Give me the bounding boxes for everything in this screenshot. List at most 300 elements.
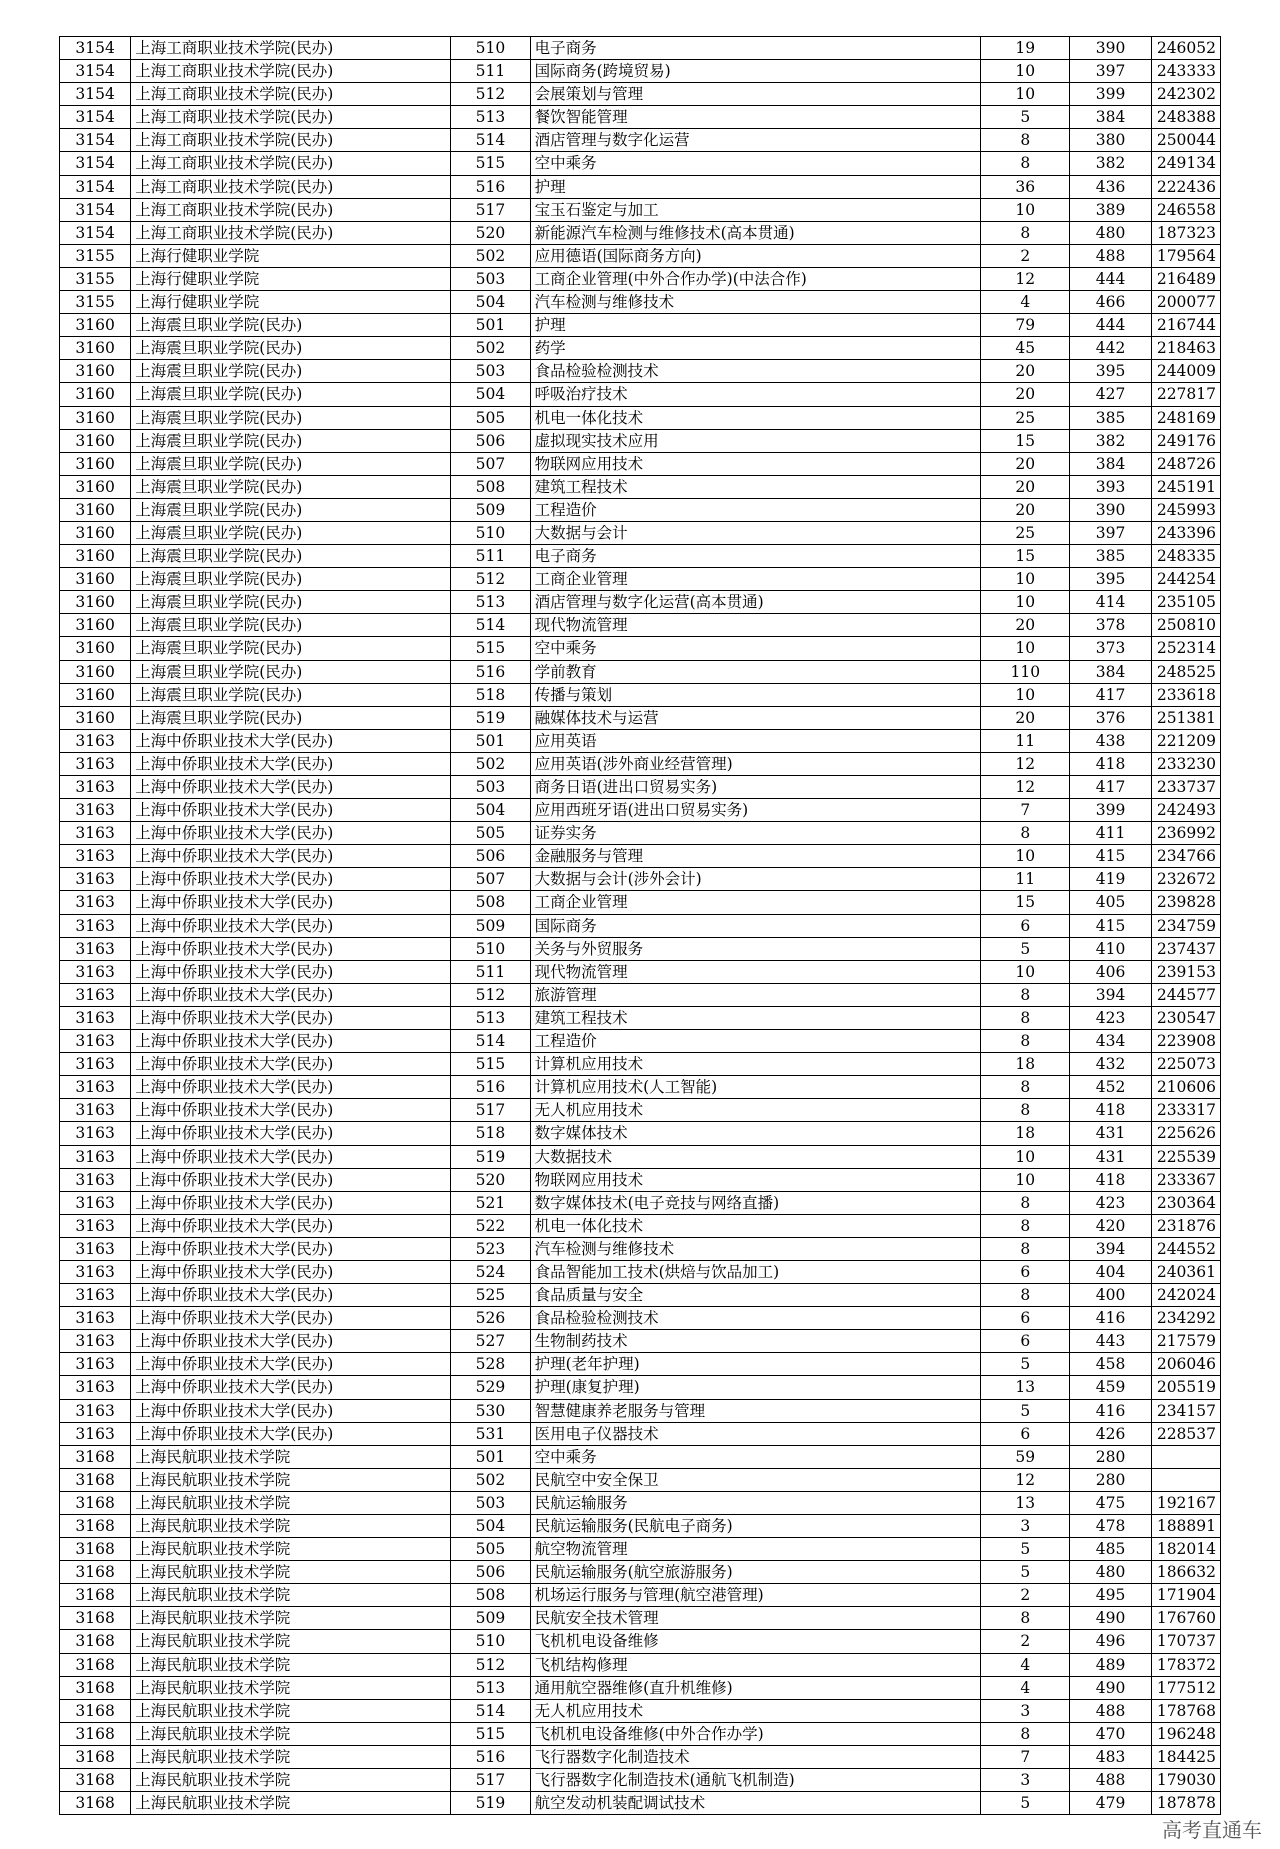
- major-code-cell: 505: [451, 406, 530, 429]
- school-code-cell: 3163: [60, 914, 131, 937]
- major-name-cell: 民航运输服务: [530, 1491, 981, 1514]
- major-name-cell: 金融服务与管理: [530, 845, 981, 868]
- rank-cell: 184425: [1151, 1745, 1220, 1768]
- plan-count-cell: 5: [981, 1561, 1070, 1584]
- table-row: [60, 452, 1221, 475]
- plan-count-cell: 79: [981, 314, 1070, 337]
- major-code-cell: 528: [451, 1353, 530, 1376]
- table-row: [60, 1769, 1221, 1792]
- major-code-cell: 504: [451, 383, 530, 406]
- school-name-cell: 上海中侨职业技术大学(民办): [131, 937, 451, 960]
- school-name-cell: 上海民航职业技术学院: [131, 1607, 451, 1630]
- school-code-cell: 3154: [60, 106, 131, 129]
- school-name-cell: 上海工商职业技术学院(民办): [131, 152, 451, 175]
- major-name-cell: 呼吸治疗技术: [530, 383, 981, 406]
- major-name-cell: 工程造价: [530, 498, 981, 521]
- school-name-cell: 上海中侨职业技术大学(民办): [131, 1376, 451, 1399]
- plan-count-cell: 10: [981, 568, 1070, 591]
- major-code-cell: 501: [451, 729, 530, 752]
- school-name-cell: 上海震旦职业学院(民办): [131, 591, 451, 614]
- school-name-cell: 上海行健职业学院: [131, 244, 451, 267]
- school-code-cell: 3160: [60, 360, 131, 383]
- major-name-cell: 飞行器数字化制造技术: [530, 1745, 981, 1768]
- plan-count-cell: 8: [981, 1030, 1070, 1053]
- table-row: [60, 1260, 1221, 1283]
- rank-cell: 233737: [1151, 776, 1220, 799]
- major-code-cell: 521: [451, 1191, 530, 1214]
- rank-cell: 243333: [1151, 60, 1220, 83]
- school-name-cell: 上海民航职业技术学院: [131, 1515, 451, 1538]
- table-row: [60, 914, 1221, 937]
- major-name-cell: 飞机机电设备维修(中外合作办学): [530, 1722, 981, 1745]
- school-name-cell: 上海震旦职业学院(民办): [131, 521, 451, 544]
- major-name-cell: 物联网应用技术: [530, 1168, 981, 1191]
- major-code-cell: 519: [451, 706, 530, 729]
- min-score-cell: 378: [1070, 614, 1151, 637]
- table-row: [60, 799, 1221, 822]
- rank-cell: 216489: [1151, 267, 1220, 290]
- school-name-cell: 上海震旦职业学院(民办): [131, 706, 451, 729]
- rank-cell: 228537: [1151, 1422, 1220, 1445]
- min-score-cell: 480: [1070, 1561, 1151, 1584]
- min-score-cell: 418: [1070, 752, 1151, 775]
- rank-cell: 250810: [1151, 614, 1220, 637]
- min-score-cell: 423: [1070, 1191, 1151, 1214]
- school-code-cell: 3168: [60, 1792, 131, 1815]
- rank-cell: [1151, 1468, 1220, 1491]
- major-name-cell: 护理: [530, 314, 981, 337]
- school-code-cell: 3160: [60, 498, 131, 521]
- major-code-cell: 509: [451, 1607, 530, 1630]
- table-row: [60, 406, 1221, 429]
- major-name-cell: 民航运输服务(民航电子商务): [530, 1515, 981, 1538]
- min-score-cell: 416: [1070, 1399, 1151, 1422]
- school-code-cell: 3163: [60, 1214, 131, 1237]
- rank-cell: 233317: [1151, 1099, 1220, 1122]
- school-name-cell: 上海震旦职业学院(民办): [131, 614, 451, 637]
- plan-count-cell: 25: [981, 406, 1070, 429]
- major-code-cell: 502: [451, 337, 530, 360]
- major-code-cell: 508: [451, 475, 530, 498]
- table-row: [60, 1053, 1221, 1076]
- rank-cell: 230547: [1151, 1006, 1220, 1029]
- plan-count-cell: 10: [981, 683, 1070, 706]
- school-code-cell: 3163: [60, 891, 131, 914]
- major-name-cell: 电子商务: [530, 37, 981, 60]
- min-score-cell: 444: [1070, 314, 1151, 337]
- min-score-cell: 431: [1070, 1122, 1151, 1145]
- plan-count-cell: 25: [981, 521, 1070, 544]
- school-code-cell: 3168: [60, 1653, 131, 1676]
- school-code-cell: 3154: [60, 198, 131, 221]
- rank-cell: 223908: [1151, 1030, 1220, 1053]
- major-code-cell: 516: [451, 660, 530, 683]
- plan-count-cell: 8: [981, 822, 1070, 845]
- plan-count-cell: 18: [981, 1053, 1070, 1076]
- table-row: [60, 1584, 1221, 1607]
- plan-count-cell: 110: [981, 660, 1070, 683]
- major-code-cell: 513: [451, 1676, 530, 1699]
- school-name-cell: 上海工商职业技术学院(民办): [131, 60, 451, 83]
- major-code-cell: 507: [451, 452, 530, 475]
- major-code-cell: 515: [451, 152, 530, 175]
- table-row: [60, 1099, 1221, 1122]
- school-code-cell: 3160: [60, 475, 131, 498]
- plan-count-cell: 19: [981, 37, 1070, 60]
- min-score-cell: 390: [1070, 37, 1151, 60]
- table-row: [60, 106, 1221, 129]
- major-code-cell: 519: [451, 1145, 530, 1168]
- major-name-cell: 餐饮智能管理: [530, 106, 981, 129]
- table-row: [60, 1653, 1221, 1676]
- major-name-cell: 食品检验检测技术: [530, 360, 981, 383]
- school-code-cell: 3168: [60, 1699, 131, 1722]
- major-code-cell: 514: [451, 129, 530, 152]
- table-row: [60, 60, 1221, 83]
- min-score-cell: 470: [1070, 1722, 1151, 1745]
- major-name-cell: 应用英语(涉外商业经营管理): [530, 752, 981, 775]
- plan-count-cell: 8: [981, 221, 1070, 244]
- major-name-cell: 大数据与会计: [530, 521, 981, 544]
- major-name-cell: 食品质量与安全: [530, 1284, 981, 1307]
- rank-cell: 250044: [1151, 129, 1220, 152]
- school-name-cell: 上海中侨职业技术大学(民办): [131, 1053, 451, 1076]
- school-code-cell: 3168: [60, 1676, 131, 1699]
- major-code-cell: 504: [451, 799, 530, 822]
- major-name-cell: 应用英语: [530, 729, 981, 752]
- school-name-cell: 上海民航职业技术学院: [131, 1584, 451, 1607]
- rank-cell: 235105: [1151, 591, 1220, 614]
- min-score-cell: 426: [1070, 1422, 1151, 1445]
- plan-count-cell: 10: [981, 845, 1070, 868]
- major-code-cell: 529: [451, 1376, 530, 1399]
- school-code-cell: 3168: [60, 1722, 131, 1745]
- min-score-cell: 479: [1070, 1792, 1151, 1815]
- min-score-cell: 389: [1070, 198, 1151, 221]
- plan-count-cell: 3: [981, 1515, 1070, 1538]
- rank-cell: 233230: [1151, 752, 1220, 775]
- school-name-cell: 上海中侨职业技术大学(民办): [131, 891, 451, 914]
- school-code-cell: 3155: [60, 244, 131, 267]
- table-row: [60, 960, 1221, 983]
- school-code-cell: 3160: [60, 545, 131, 568]
- school-name-cell: 上海中侨职业技术大学(民办): [131, 1284, 451, 1307]
- school-name-cell: 上海中侨职业技术大学(民办): [131, 914, 451, 937]
- plan-count-cell: 6: [981, 1307, 1070, 1330]
- table-row: [60, 244, 1221, 267]
- table-row: [60, 314, 1221, 337]
- school-name-cell: 上海中侨职业技术大学(民办): [131, 845, 451, 868]
- plan-count-cell: 10: [981, 591, 1070, 614]
- major-code-cell: 507: [451, 868, 530, 891]
- rank-cell: 234766: [1151, 845, 1220, 868]
- rank-cell: 237437: [1151, 937, 1220, 960]
- major-code-cell: 509: [451, 914, 530, 937]
- plan-count-cell: 10: [981, 83, 1070, 106]
- school-code-cell: 3163: [60, 1353, 131, 1376]
- major-name-cell: 现代物流管理: [530, 960, 981, 983]
- min-score-cell: 488: [1070, 1699, 1151, 1722]
- major-name-cell: 通用航空器维修(直升机维修): [530, 1676, 981, 1699]
- major-name-cell: 电子商务: [530, 545, 981, 568]
- major-code-cell: 515: [451, 1053, 530, 1076]
- table-row: [60, 591, 1221, 614]
- plan-count-cell: 10: [981, 1168, 1070, 1191]
- table-row: [60, 1722, 1221, 1745]
- rank-cell: 186632: [1151, 1561, 1220, 1584]
- school-code-cell: 3163: [60, 960, 131, 983]
- plan-count-cell: 20: [981, 452, 1070, 475]
- major-name-cell: 建筑工程技术: [530, 475, 981, 498]
- major-name-cell: 建筑工程技术: [530, 1006, 981, 1029]
- major-name-cell: 无人机应用技术: [530, 1699, 981, 1722]
- major-name-cell: 食品智能加工技术(烘焙与饮品加工): [530, 1260, 981, 1283]
- min-score-cell: 382: [1070, 152, 1151, 175]
- table-row: [60, 568, 1221, 591]
- school-code-cell: 3163: [60, 1237, 131, 1260]
- major-name-cell: 民航空中安全保卫: [530, 1468, 981, 1491]
- school-code-cell: 3163: [60, 845, 131, 868]
- school-code-cell: 3154: [60, 60, 131, 83]
- school-name-cell: 上海震旦职业学院(民办): [131, 475, 451, 498]
- school-code-cell: 3163: [60, 1053, 131, 1076]
- major-code-cell: 511: [451, 545, 530, 568]
- major-name-cell: 机场运行服务与管理(航空港管理): [530, 1584, 981, 1607]
- school-code-cell: 3163: [60, 822, 131, 845]
- min-score-cell: 380: [1070, 129, 1151, 152]
- min-score-cell: 496: [1070, 1630, 1151, 1653]
- major-code-cell: 531: [451, 1422, 530, 1445]
- major-code-cell: 527: [451, 1330, 530, 1353]
- major-code-cell: 514: [451, 1030, 530, 1053]
- min-score-cell: 488: [1070, 244, 1151, 267]
- min-score-cell: 395: [1070, 568, 1151, 591]
- min-score-cell: 385: [1070, 406, 1151, 429]
- school-name-cell: 上海民航职业技术学院: [131, 1538, 451, 1561]
- school-name-cell: 上海中侨职业技术大学(民办): [131, 1099, 451, 1122]
- school-name-cell: 上海中侨职业技术大学(民办): [131, 1191, 451, 1214]
- table-row: [60, 175, 1221, 198]
- school-name-cell: 上海民航职业技术学院: [131, 1445, 451, 1468]
- school-code-cell: 3160: [60, 314, 131, 337]
- table-row: [60, 729, 1221, 752]
- table-row: [60, 1307, 1221, 1330]
- min-score-cell: 390: [1070, 498, 1151, 521]
- school-code-cell: 3163: [60, 1191, 131, 1214]
- rank-cell: 233367: [1151, 1168, 1220, 1191]
- major-name-cell: 药学: [530, 337, 981, 360]
- major-name-cell: 关务与外贸服务: [530, 937, 981, 960]
- plan-count-cell: 8: [981, 1607, 1070, 1630]
- table-body: [60, 37, 1221, 1815]
- major-name-cell: 会展策划与管理: [530, 83, 981, 106]
- school-name-cell: 上海震旦职业学院(民办): [131, 337, 451, 360]
- table-row: [60, 360, 1221, 383]
- major-name-cell: 国际商务: [530, 914, 981, 937]
- school-name-cell: 上海行健职业学院: [131, 291, 451, 314]
- major-code-cell: 506: [451, 1561, 530, 1584]
- school-name-cell: 上海中侨职业技术大学(民办): [131, 729, 451, 752]
- school-code-cell: 3160: [60, 637, 131, 660]
- table-row: [60, 1330, 1221, 1353]
- table-row: [60, 614, 1221, 637]
- major-name-cell: 工商企业管理: [530, 891, 981, 914]
- plan-count-cell: 12: [981, 776, 1070, 799]
- major-name-cell: 国际商务(跨境贸易): [530, 60, 981, 83]
- school-name-cell: 上海震旦职业学院(民办): [131, 683, 451, 706]
- rank-cell: 242302: [1151, 83, 1220, 106]
- school-name-cell: 上海工商职业技术学院(民办): [131, 198, 451, 221]
- rank-cell: 232672: [1151, 868, 1220, 891]
- major-code-cell: 508: [451, 891, 530, 914]
- plan-count-cell: 10: [981, 1145, 1070, 1168]
- major-code-cell: 516: [451, 1076, 530, 1099]
- table-row: [60, 221, 1221, 244]
- rank-cell: 171904: [1151, 1584, 1220, 1607]
- plan-count-cell: 8: [981, 129, 1070, 152]
- plan-count-cell: 20: [981, 475, 1070, 498]
- min-score-cell: 411: [1070, 822, 1151, 845]
- plan-count-cell: 3: [981, 1769, 1070, 1792]
- table-row: [60, 152, 1221, 175]
- plan-count-cell: 5: [981, 1792, 1070, 1815]
- school-code-cell: 3155: [60, 267, 131, 290]
- min-score-cell: 404: [1070, 1260, 1151, 1283]
- major-code-cell: 512: [451, 83, 530, 106]
- school-name-cell: 上海中侨职业技术大学(民办): [131, 983, 451, 1006]
- plan-count-cell: 15: [981, 891, 1070, 914]
- table-row: [60, 1745, 1221, 1768]
- rank-cell: 252314: [1151, 637, 1220, 660]
- plan-count-cell: 36: [981, 175, 1070, 198]
- school-code-cell: 3163: [60, 729, 131, 752]
- min-score-cell: 417: [1070, 776, 1151, 799]
- major-code-cell: 517: [451, 1769, 530, 1792]
- min-score-cell: 373: [1070, 637, 1151, 660]
- school-name-cell: 上海中侨职业技术大学(民办): [131, 1307, 451, 1330]
- rank-cell: 246052: [1151, 37, 1220, 60]
- major-code-cell: 504: [451, 1515, 530, 1538]
- plan-count-cell: 6: [981, 914, 1070, 937]
- plan-count-cell: 5: [981, 106, 1070, 129]
- major-name-cell: 汽车检测与维修技术: [530, 1237, 981, 1260]
- table-row: [60, 1676, 1221, 1699]
- table-row: [60, 37, 1221, 60]
- school-name-cell: 上海中侨职业技术大学(民办): [131, 1030, 451, 1053]
- school-code-cell: 3160: [60, 568, 131, 591]
- table-row: [60, 1792, 1221, 1815]
- school-name-cell: 上海震旦职业学院(民办): [131, 383, 451, 406]
- table-row: [60, 291, 1221, 314]
- school-name-cell: 上海中侨职业技术大学(民办): [131, 1422, 451, 1445]
- school-code-cell: 3154: [60, 175, 131, 198]
- major-code-cell: 514: [451, 614, 530, 637]
- table-row: [60, 521, 1221, 544]
- school-code-cell: 3163: [60, 1260, 131, 1283]
- rank-cell: 248335: [1151, 545, 1220, 568]
- school-code-cell: 3163: [60, 1168, 131, 1191]
- major-code-cell: 512: [451, 983, 530, 1006]
- min-score-cell: 483: [1070, 1745, 1151, 1768]
- rank-cell: 240361: [1151, 1260, 1220, 1283]
- table-row: [60, 1607, 1221, 1630]
- plan-count-cell: 2: [981, 1584, 1070, 1607]
- rank-cell: [1151, 1445, 1220, 1468]
- min-score-cell: 280: [1070, 1445, 1151, 1468]
- rank-cell: 231876: [1151, 1214, 1220, 1237]
- table-row: [60, 822, 1221, 845]
- min-score-cell: 436: [1070, 175, 1151, 198]
- rank-cell: 206046: [1151, 1353, 1220, 1376]
- school-name-cell: 上海民航职业技术学院: [131, 1653, 451, 1676]
- major-code-cell: 526: [451, 1307, 530, 1330]
- rank-cell: 225626: [1151, 1122, 1220, 1145]
- rank-cell: 178768: [1151, 1699, 1220, 1722]
- table-row: [60, 429, 1221, 452]
- plan-count-cell: 8: [981, 1191, 1070, 1214]
- plan-count-cell: 7: [981, 799, 1070, 822]
- major-name-cell: 证券实务: [530, 822, 981, 845]
- min-score-cell: 416: [1070, 1307, 1151, 1330]
- rank-cell: 218463: [1151, 337, 1220, 360]
- major-name-cell: 机电一体化技术: [530, 1214, 981, 1237]
- rank-cell: 245191: [1151, 475, 1220, 498]
- school-code-cell: 3168: [60, 1515, 131, 1538]
- rank-cell: 200077: [1151, 291, 1220, 314]
- min-score-cell: 397: [1070, 60, 1151, 83]
- school-name-cell: 上海中侨职业技术大学(民办): [131, 960, 451, 983]
- school-name-cell: 上海民航职业技术学院: [131, 1676, 451, 1699]
- school-name-cell: 上海中侨职业技术大学(民办): [131, 1168, 451, 1191]
- school-code-cell: 3160: [60, 452, 131, 475]
- rank-cell: 245993: [1151, 498, 1220, 521]
- plan-count-cell: 8: [981, 152, 1070, 175]
- major-name-cell: 护理(康复护理): [530, 1376, 981, 1399]
- plan-count-cell: 13: [981, 1491, 1070, 1514]
- table-row: [60, 937, 1221, 960]
- major-name-cell: 机电一体化技术: [530, 406, 981, 429]
- min-score-cell: 431: [1070, 1145, 1151, 1168]
- major-name-cell: 数字媒体技术: [530, 1122, 981, 1145]
- school-code-cell: 3155: [60, 291, 131, 314]
- min-score-cell: 376: [1070, 706, 1151, 729]
- rank-cell: 234759: [1151, 914, 1220, 937]
- min-score-cell: 434: [1070, 1030, 1151, 1053]
- major-code-cell: 518: [451, 683, 530, 706]
- rank-cell: 225539: [1151, 1145, 1220, 1168]
- major-code-cell: 503: [451, 267, 530, 290]
- min-score-cell: 438: [1070, 729, 1151, 752]
- table-row: [60, 1122, 1221, 1145]
- rank-cell: 179564: [1151, 244, 1220, 267]
- table-row: [60, 1491, 1221, 1514]
- plan-count-cell: 20: [981, 498, 1070, 521]
- min-score-cell: 443: [1070, 1330, 1151, 1353]
- min-score-cell: 399: [1070, 83, 1151, 106]
- school-code-cell: 3160: [60, 383, 131, 406]
- table-row: [60, 891, 1221, 914]
- major-name-cell: 融媒体技术与运营: [530, 706, 981, 729]
- major-code-cell: 515: [451, 637, 530, 660]
- min-score-cell: 397: [1070, 521, 1151, 544]
- table-row: [60, 1030, 1221, 1053]
- table-row: [60, 637, 1221, 660]
- school-name-cell: 上海民航职业技术学院: [131, 1792, 451, 1815]
- school-name-cell: 上海中侨职业技术大学(民办): [131, 752, 451, 775]
- rank-cell: 236992: [1151, 822, 1220, 845]
- rank-cell: 182014: [1151, 1538, 1220, 1561]
- rank-cell: 234292: [1151, 1307, 1220, 1330]
